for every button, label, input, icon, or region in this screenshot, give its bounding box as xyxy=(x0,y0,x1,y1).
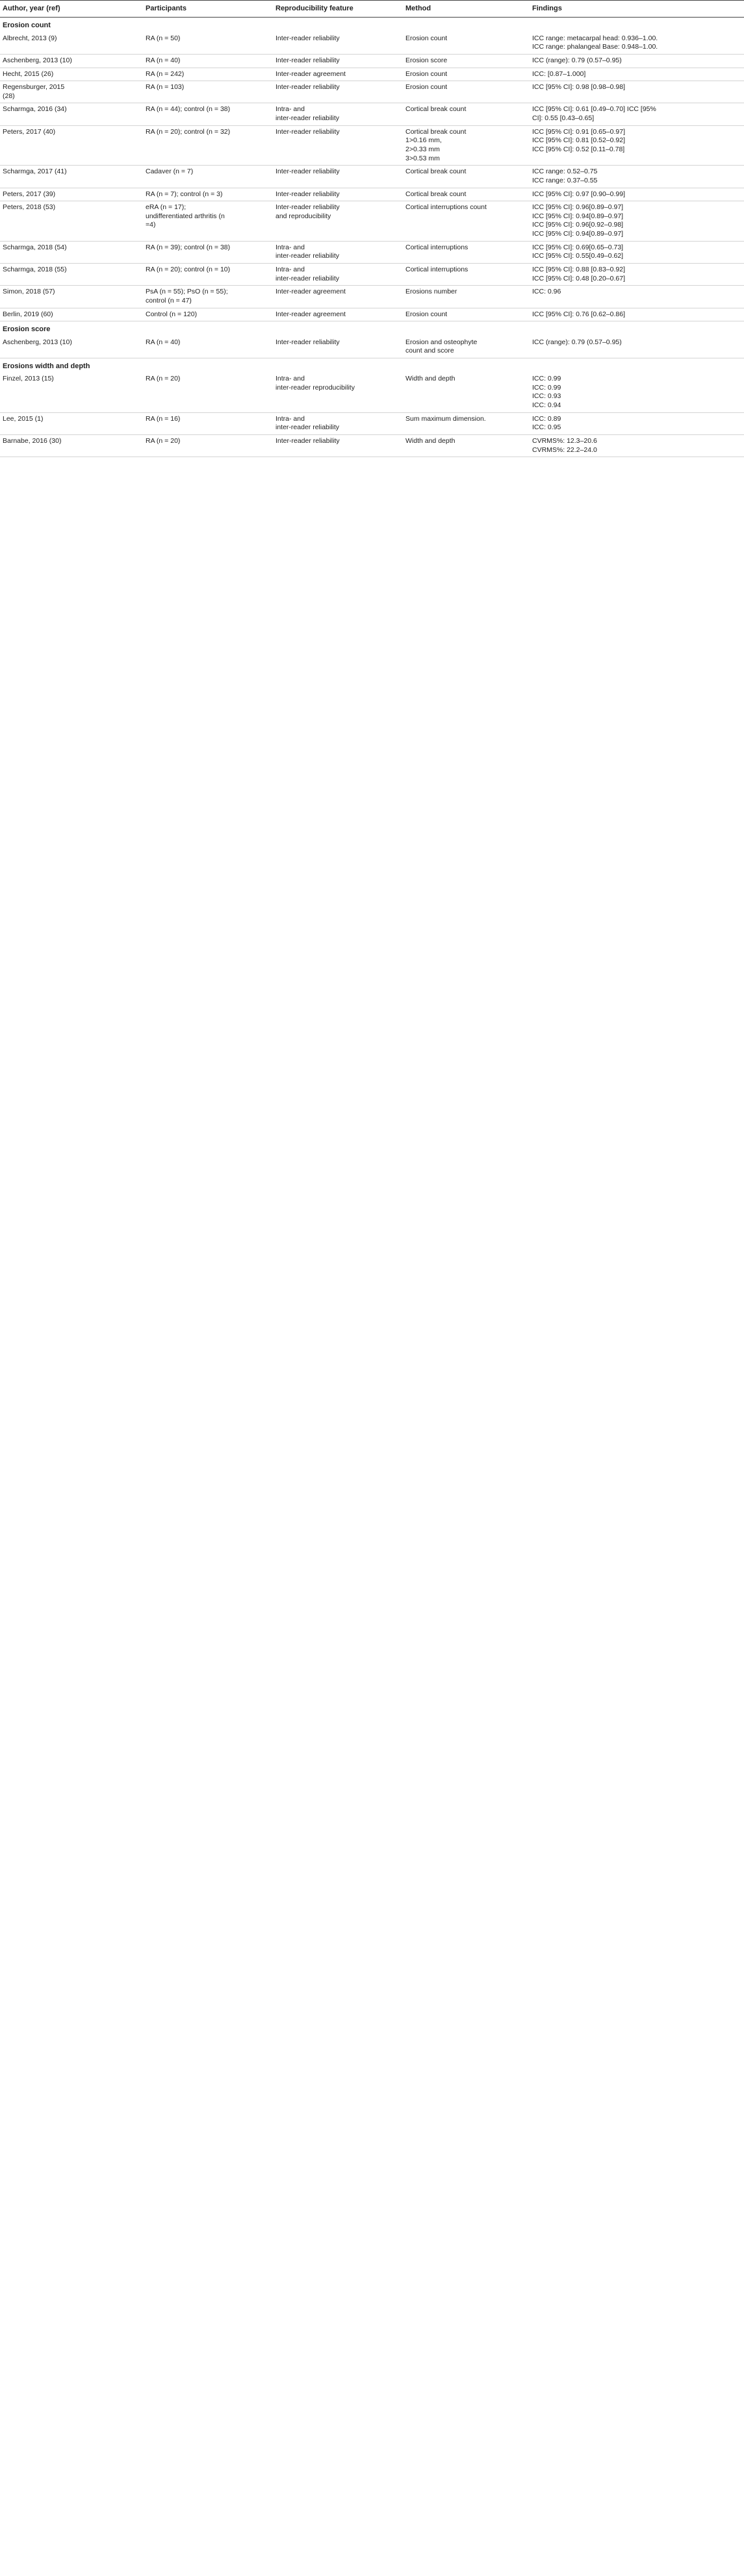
findings-line: ICC [95% CI]: 0.91 [0.65–0.97] xyxy=(532,127,626,136)
section-title: Erosion score xyxy=(3,325,51,334)
findings-cell xyxy=(530,125,744,166)
findings-line: ICC [95% CI]: 0.98 [0.98–0.98] xyxy=(532,83,626,92)
feature-line: Inter-reader reliability xyxy=(276,56,340,64)
method-line: 3>0.53 mm xyxy=(405,154,440,162)
method-line: Cortical interruptions xyxy=(405,266,468,274)
method-line: Cortical break count xyxy=(405,168,467,176)
feature-line: inter-reader reproducibility xyxy=(276,383,355,392)
participants-cell xyxy=(143,125,273,166)
author-cell xyxy=(0,166,143,188)
findings-line: ICC: 0.89 xyxy=(532,414,561,423)
participants-line: RA (n = 50) xyxy=(146,34,181,42)
feature-line: Inter-reader reliability xyxy=(276,338,340,346)
findings-line: ICC range: 0.37–0.55 xyxy=(532,176,598,184)
method-cell xyxy=(403,308,530,321)
findings-line: ICC [95% CI]: 0.97 [0.90–0.99] xyxy=(532,190,626,198)
findings-line: ICC: 0.93 xyxy=(532,392,561,401)
author-cell xyxy=(0,286,143,308)
feature-cell xyxy=(273,81,403,103)
author-cell xyxy=(0,103,143,125)
feature-cell xyxy=(273,103,403,125)
author-cell xyxy=(0,54,143,68)
author-line: Berlin, 2019 (60) xyxy=(3,310,53,318)
table-row xyxy=(0,373,744,412)
table-row xyxy=(0,434,744,456)
method-line: Erosion count xyxy=(405,83,448,92)
author-cell xyxy=(0,373,143,412)
method-line: Cortical interruptions count xyxy=(405,203,487,212)
feature-cell xyxy=(273,286,403,308)
column-header: Reproducibility feature xyxy=(273,1,403,18)
feature-line: Inter-reader agreement xyxy=(276,288,346,296)
feature-line: inter-reader reliability xyxy=(276,114,340,123)
method-cell xyxy=(403,373,530,412)
findings-line: ICC: 0.99 xyxy=(532,375,561,383)
column-header: Participants xyxy=(143,1,273,18)
table-row xyxy=(0,32,744,55)
participants-cell xyxy=(143,286,273,308)
feature-cell xyxy=(273,264,403,286)
author-line: Albrecht, 2013 (9) xyxy=(3,34,57,42)
findings-line: ICC [95% CI]: 0.55[0.49–0.62] xyxy=(532,252,624,260)
method-line: Erosion and osteophyte xyxy=(405,338,478,346)
participants-line: RA (n = 20) xyxy=(146,375,181,383)
participants-line: RA (n = 242) xyxy=(146,69,185,78)
author-line: Lee, 2015 (1) xyxy=(3,414,44,423)
method-line: Width and depth xyxy=(405,375,455,383)
participants-cell xyxy=(143,54,273,68)
method-line: Erosion count xyxy=(405,69,448,78)
feature-line: Inter-reader reliability xyxy=(276,436,340,445)
method-line: Cortical break count xyxy=(405,105,467,114)
author-line: Aschenberg, 2013 (10) xyxy=(3,56,72,64)
author-cell xyxy=(0,201,143,242)
findings-cell xyxy=(530,286,744,308)
feature-cell xyxy=(273,32,403,55)
participants-cell xyxy=(143,201,273,242)
findings-line: CI]: 0.55 [0.43–0.65] xyxy=(532,114,595,123)
feature-line: inter-reader reliability xyxy=(276,423,340,432)
column-header: Method xyxy=(403,1,530,18)
author-cell xyxy=(0,125,143,166)
participants-line: =4) xyxy=(146,221,156,229)
feature-cell xyxy=(273,336,403,358)
findings-line: ICC [95% CI]: 0.96[0.92–0.98] xyxy=(532,221,624,229)
method-line: 2>0.33 mm xyxy=(405,145,440,153)
findings-line: CVRMS%: 12.3–20.6 xyxy=(532,436,597,445)
participants-cell xyxy=(143,434,273,456)
table-row xyxy=(0,81,744,103)
table-row xyxy=(0,201,744,242)
findings-line: ICC [95% CI]: 0.96[0.89–0.97] xyxy=(532,203,624,212)
author-cell xyxy=(0,308,143,321)
participants-cell xyxy=(143,241,273,263)
table-row xyxy=(0,166,744,188)
findings-cell xyxy=(530,336,744,358)
table-row xyxy=(0,188,744,201)
author-line: Simon, 2018 (57) xyxy=(3,288,55,296)
feature-line: Inter-reader reliability xyxy=(276,127,340,136)
method-cell xyxy=(403,201,530,242)
method-cell xyxy=(403,188,530,201)
feature-cell xyxy=(273,201,403,242)
author-cell xyxy=(0,264,143,286)
author-line: Scharmga, 2018 (55) xyxy=(3,266,67,274)
findings-line: ICC [95% CI]: 0.52 [0.11–0.78] xyxy=(532,145,625,153)
feature-cell xyxy=(273,188,403,201)
table-row xyxy=(0,54,744,68)
findings-line: ICC [95% CI]: 0.88 [0.83–0.92] xyxy=(532,266,626,274)
findings-cell xyxy=(530,54,744,68)
participants-cell xyxy=(143,336,273,358)
method-line: Width and depth xyxy=(405,436,455,445)
table-row xyxy=(0,125,744,166)
author-line: Scharmga, 2016 (34) xyxy=(3,105,67,114)
findings-cell xyxy=(530,166,744,188)
feature-cell xyxy=(273,68,403,81)
method-cell xyxy=(403,32,530,55)
section-row xyxy=(0,18,744,32)
feature-cell xyxy=(273,54,403,68)
findings-cell xyxy=(530,201,744,242)
method-line: Cortical break count xyxy=(405,127,467,136)
feature-line: Inter-reader reliability xyxy=(276,190,340,198)
feature-line: and reproducibility xyxy=(276,212,331,220)
author-cell xyxy=(0,336,143,358)
participants-line: RA (n = 103) xyxy=(146,83,185,92)
findings-cell xyxy=(530,32,744,55)
table-row xyxy=(0,286,744,308)
participants-line: Control (n = 120) xyxy=(146,310,198,318)
method-line: Cortical break count xyxy=(405,190,467,198)
participants-cell xyxy=(143,373,273,412)
participants-cell xyxy=(143,103,273,125)
author-cell xyxy=(0,32,143,55)
findings-line: ICC (range): 0.79 (0.57–0.95) xyxy=(532,56,622,64)
method-line: Sum maximum dimension. xyxy=(405,414,486,423)
reproducibility-table xyxy=(0,0,744,457)
method-cell xyxy=(403,336,530,358)
findings-line: ICC (range): 0.79 (0.57–0.95) xyxy=(532,338,622,346)
table-row xyxy=(0,264,744,286)
findings-line: ICC [95% CI]: 0.48 [0.20–0.67] xyxy=(532,274,626,282)
feature-line: inter-reader reliability xyxy=(276,274,340,282)
findings-cell xyxy=(530,81,744,103)
feature-line: Intra- and xyxy=(276,105,305,114)
author-cell xyxy=(0,434,143,456)
author-line: (28) xyxy=(3,92,15,100)
feature-line: Intra- and xyxy=(276,414,305,423)
method-cell xyxy=(403,103,530,125)
author-cell xyxy=(0,412,143,434)
findings-cell xyxy=(530,264,744,286)
participants-line: RA (n = 44); control (n = 38) xyxy=(146,105,231,114)
findings-cell xyxy=(530,373,744,412)
feature-line: Inter-reader reliability xyxy=(276,203,340,212)
author-line: Aschenberg, 2013 (10) xyxy=(3,338,72,346)
method-cell xyxy=(403,264,530,286)
findings-line: ICC: 0.95 xyxy=(532,423,561,432)
author-line: Scharmga, 2017 (41) xyxy=(3,168,67,176)
findings-cell xyxy=(530,68,744,81)
feature-cell xyxy=(273,308,403,321)
findings-line: ICC: 0.94 xyxy=(532,401,561,410)
method-line: Erosion score xyxy=(405,56,448,64)
participants-line: undifferentiated arthritis (n xyxy=(146,212,225,220)
participants-line: RA (n = 20); control (n = 32) xyxy=(146,127,231,136)
findings-cell xyxy=(530,103,744,125)
feature-line: inter-reader reliability xyxy=(276,252,340,260)
findings-cell xyxy=(530,434,744,456)
findings-line: CVRMS%: 22.2–24.0 xyxy=(532,445,597,454)
findings-line: ICC: 0.99 xyxy=(532,383,561,392)
method-cell xyxy=(403,125,530,166)
table-row xyxy=(0,68,744,81)
findings-cell xyxy=(530,412,744,434)
findings-line: ICC [95% CI]: 0.76 [0.62–0.86] xyxy=(532,310,626,318)
feature-line: Inter-reader reliability xyxy=(276,34,340,42)
author-line: Regensburger, 2015 xyxy=(3,83,65,92)
author-line: Scharmga, 2018 (54) xyxy=(3,243,67,251)
participants-cell xyxy=(143,32,273,55)
method-line: Erosion count xyxy=(405,310,448,318)
participants-line: RA (n = 40) xyxy=(146,338,181,346)
feature-cell xyxy=(273,125,403,166)
participants-line: RA (n = 20); control (n = 10) xyxy=(146,266,231,274)
method-line: Erosions number xyxy=(405,288,457,296)
feature-line: Intra- and xyxy=(276,375,305,383)
findings-line: ICC [95% CI]: 0.94[0.89–0.97] xyxy=(532,230,624,238)
method-cell xyxy=(403,166,530,188)
author-cell xyxy=(0,68,143,81)
method-cell xyxy=(403,434,530,456)
author-line: Finzel, 2013 (15) xyxy=(3,375,54,383)
findings-cell xyxy=(530,241,744,263)
method-cell xyxy=(403,81,530,103)
participants-line: eRA (n = 17); xyxy=(146,203,186,212)
participants-cell xyxy=(143,68,273,81)
participants-line: RA (n = 20) xyxy=(146,436,181,445)
participants-line: control (n = 47) xyxy=(146,296,192,305)
table-row xyxy=(0,336,744,358)
method-cell xyxy=(403,54,530,68)
feature-line: Inter-reader agreement xyxy=(276,310,346,318)
feature-cell xyxy=(273,373,403,412)
participants-line: Cadaver (n = 7) xyxy=(146,168,194,176)
feature-line: Inter-reader reliability xyxy=(276,168,340,176)
table-row xyxy=(0,308,744,321)
participants-cell xyxy=(143,308,273,321)
feature-cell xyxy=(273,412,403,434)
participants-cell xyxy=(143,188,273,201)
findings-line: ICC [95% CI]: 0.94[0.89–0.97] xyxy=(532,212,624,220)
author-line: Hecht, 2015 (26) xyxy=(3,69,54,78)
participants-line: RA (n = 39); control (n = 38) xyxy=(146,243,231,251)
author-cell xyxy=(0,81,143,103)
section-row xyxy=(0,321,744,336)
findings-cell xyxy=(530,308,744,321)
feature-line: Intra- and xyxy=(276,266,305,274)
participants-cell xyxy=(143,412,273,434)
findings-line: ICC range: phalangeal Base: 0.948–1.00. xyxy=(532,43,658,51)
section-title: Erosions width and depth xyxy=(3,362,90,370)
participants-line: RA (n = 40) xyxy=(146,56,181,64)
column-header: Author, year (ref) xyxy=(0,1,143,18)
method-line: Cortical interruptions xyxy=(405,243,468,251)
table-header-row xyxy=(0,1,744,18)
table-row xyxy=(0,241,744,263)
feature-line: Inter-reader reliability xyxy=(276,83,340,92)
participants-line: RA (n = 16) xyxy=(146,414,181,423)
section-title: Erosion count xyxy=(3,21,51,30)
participants-cell xyxy=(143,166,273,188)
findings-line: ICC: 0.96 xyxy=(532,288,561,296)
method-line: count and score xyxy=(405,347,454,355)
method-cell xyxy=(403,68,530,81)
method-cell xyxy=(403,286,530,308)
findings-cell xyxy=(530,188,744,201)
feature-cell xyxy=(273,434,403,456)
participants-line: PsA (n = 55); PsO (n = 55); xyxy=(146,288,228,296)
method-cell xyxy=(403,241,530,263)
table-row xyxy=(0,412,744,434)
participants-line: RA (n = 7); control (n = 3) xyxy=(146,190,223,198)
author-line: Peters, 2017 (40) xyxy=(3,127,56,136)
feature-line: Inter-reader agreement xyxy=(276,69,346,78)
participants-cell xyxy=(143,81,273,103)
feature-cell xyxy=(273,166,403,188)
section-row xyxy=(0,358,744,373)
findings-line: ICC [95% CI]: 0.69[0.65–0.73] xyxy=(532,243,624,251)
findings-line: ICC range: 0.52–0.75 xyxy=(532,168,598,176)
method-line: 1>0.16 mm, xyxy=(405,136,442,145)
findings-line: ICC: [0.87–1.000] xyxy=(532,69,586,78)
author-line: Peters, 2017 (39) xyxy=(3,190,56,198)
author-cell xyxy=(0,241,143,263)
author-line: Barnabe, 2016 (30) xyxy=(3,436,62,445)
method-line: Erosion count xyxy=(405,34,448,42)
feature-line: Intra- and xyxy=(276,243,305,251)
column-header: Findings xyxy=(530,1,744,18)
author-cell xyxy=(0,188,143,201)
participants-cell xyxy=(143,264,273,286)
author-line: Peters, 2018 (53) xyxy=(3,203,56,212)
findings-line: ICC range: metacarpal head: 0.936–1.00. xyxy=(532,34,658,42)
findings-line: ICC [95% CI]: 0.81 [0.52–0.92] xyxy=(532,136,626,145)
findings-line: ICC [95% CI]: 0.61 [0.49–0.70] ICC [95% xyxy=(532,105,656,114)
method-cell xyxy=(403,412,530,434)
table-row xyxy=(0,103,744,125)
feature-cell xyxy=(273,241,403,263)
table-body xyxy=(0,18,744,457)
